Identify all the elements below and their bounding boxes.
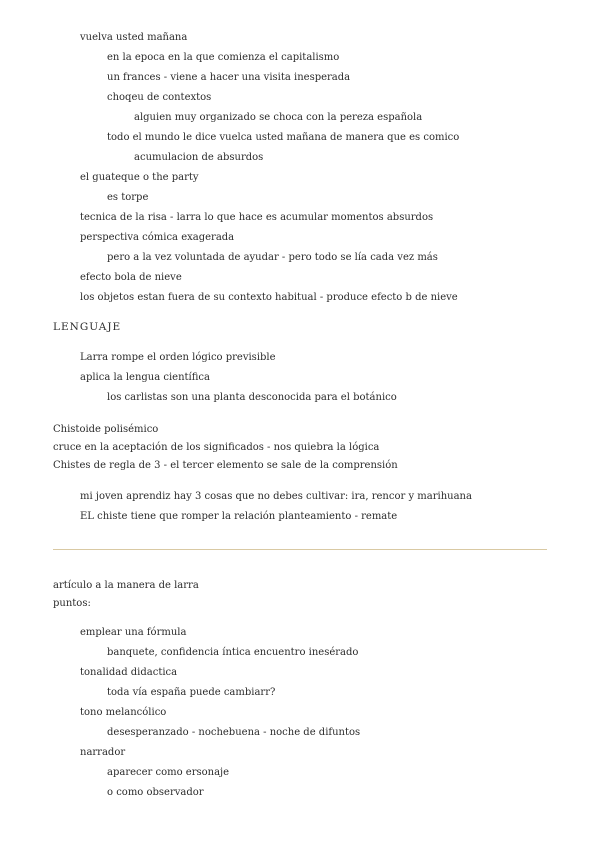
text-line: Chistoide polisémico	[53, 424, 159, 435]
section-heading: LENGUAJE	[53, 321, 122, 333]
articulo-list	[0, 623, 600, 803]
list-item: el guateque o the party	[0, 168, 600, 188]
text-line: artículo a la manera de larra	[53, 580, 199, 591]
section1-list	[0, 28, 600, 308]
list-item: narrador	[0, 743, 600, 763]
lenguaje-list	[0, 348, 600, 408]
list-item: perspectiva cómica exagerada	[0, 228, 600, 248]
list-item: alguien muy organizado se choca con la pereza española	[0, 108, 600, 128]
list-item: aplica la lengua científica	[0, 368, 600, 388]
list-item: emplear una fórmula	[0, 623, 600, 643]
list-item: acumulacion de absurdos	[0, 148, 600, 168]
list-item: todo el mundo le dice vuelca usted mañana de manera que es comico	[0, 128, 600, 148]
list-item: en la epoca en la que comienza el capitalismo	[0, 48, 600, 68]
text-line: puntos:	[53, 598, 91, 609]
chistes-paragraph	[53, 421, 600, 475]
text-line: cruce en la aceptación de los significados - nos quiebra la lógica	[53, 442, 380, 453]
list-item: tecnica de la risa - larra lo que hace es acumular momentos absurdos	[0, 208, 600, 228]
list-item: los objetos estan fuera de su contexto habitual - produce efecto b de nieve	[0, 288, 600, 308]
list-item: un frances - viene a hacer una visita inesperada	[0, 68, 600, 88]
list-item: o como observador	[0, 783, 600, 803]
list-item: Larra rompe el orden lógico previsible	[0, 348, 600, 368]
list-item: desesperanzado - nochebuena - noche de difuntos	[0, 723, 600, 743]
text-line: EL chiste tiene que romper la relación planteamiento - remate	[80, 511, 398, 522]
articulo-paragraph	[53, 577, 600, 613]
list-item: choqeu de contextos	[0, 88, 600, 108]
list-item: mi joven aprendiz hay 3 cosas que no debes cultivar: ira, rencor y marihuana	[0, 487, 600, 507]
list-item: tonalidad didactica	[0, 663, 600, 683]
chistes-list	[0, 487, 600, 507]
list-item: efecto bola de nieve	[0, 268, 600, 288]
list-item: vuelva usted mañana	[0, 28, 600, 48]
horizontal-divider	[53, 549, 547, 550]
list-item: es torpe	[0, 188, 600, 208]
list-item: toda vía españa puede cambiarr?	[0, 683, 600, 703]
list-item: banquete, confidencia íntica encuentro inesérado	[0, 643, 600, 663]
list-item: los carlistas son una planta desconocida para el botánico	[0, 388, 600, 408]
text-line: Chistes de regla de 3 - el tercer elemento se sale de la comprensión	[53, 460, 398, 471]
list-item: tono melancólico	[0, 703, 600, 723]
list-item: pero a la vez voluntada de ayudar - pero todo se lía cada vez más	[0, 248, 600, 268]
list-item: aparecer como ersonaje	[0, 763, 600, 783]
